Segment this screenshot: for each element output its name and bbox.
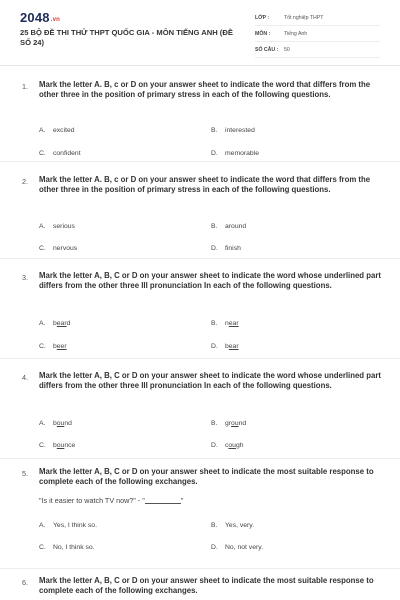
option-text-pre: b	[53, 442, 57, 449]
meta-value: 50	[284, 47, 290, 53]
answer-option-c[interactable]	[39, 245, 77, 252]
answer-option-b[interactable]	[211, 420, 246, 427]
meta-row-subject	[255, 29, 380, 42]
question-number: 3.	[22, 273, 28, 282]
question-text: Mark the letter A. B, c or D on your answer sheet to indicate the word that differs from the other three in the position of primary stress in each of the following questions.	[39, 80, 371, 100]
prompt-text-end: "	[180, 496, 184, 505]
question-item	[0, 259, 400, 359]
option-letter: C.	[39, 544, 46, 551]
option-text: No, not very.	[225, 544, 264, 551]
option-letter: B.	[211, 127, 218, 134]
answer-option-d[interactable]	[211, 343, 239, 350]
option-text: confident	[53, 150, 81, 157]
document-meta	[255, 13, 380, 61]
question-text: Mark the letter A, B, C or D on your answer sheet to indicate the most suitable response to complete each of the following exchanges.	[39, 467, 374, 487]
option-letter: B.	[211, 320, 218, 327]
option-text: finish	[225, 245, 241, 252]
option-text: No, I think so.	[53, 544, 95, 551]
option-text-post: nd	[64, 420, 72, 427]
meta-value: Tiếng Anh	[284, 31, 308, 37]
answer-option-c[interactable]	[39, 442, 75, 449]
answer-option-a[interactable]	[39, 420, 72, 427]
question-number: 4.	[22, 373, 28, 382]
option-text-underlined: ear	[228, 343, 239, 350]
option-letter: C.	[39, 343, 46, 350]
question-item	[0, 162, 400, 259]
answer-option-c[interactable]	[39, 150, 81, 157]
option-letter: D.	[211, 343, 218, 350]
meta-label: SỐ CÂU :	[255, 47, 279, 53]
site-logo[interactable]	[20, 10, 60, 25]
logo-suffix: .vn	[50, 17, 61, 23]
questions-list	[0, 66, 400, 600]
answer-blank	[145, 503, 181, 504]
option-letter: A.	[39, 320, 46, 327]
option-text-pre: c	[225, 442, 229, 449]
option-text-underlined: ear	[228, 320, 239, 327]
answer-option-b[interactable]	[211, 522, 254, 529]
option-text-underlined: ou	[56, 442, 65, 449]
option-letter: D.	[211, 150, 218, 157]
option-letter: A.	[39, 522, 46, 529]
option-letter: A.	[39, 420, 46, 427]
option-text-pre: b	[53, 420, 57, 427]
option-text: nervous	[53, 245, 78, 252]
answer-option-d[interactable]	[211, 544, 263, 551]
question-item	[0, 459, 400, 569]
option-letter: C.	[39, 245, 46, 252]
answer-option-a[interactable]	[39, 320, 70, 327]
option-text: excited	[53, 127, 75, 134]
answer-option-a[interactable]	[39, 127, 75, 134]
question-text: Mark the letter A. B, c or D on your answer sheet to indicate the word that differs from the other three in the position of primary stress in each of the following questions.	[39, 175, 371, 195]
option-text: around	[225, 223, 247, 230]
option-text-underlined: ou	[228, 442, 236, 449]
question-number: 5.	[22, 469, 28, 478]
answer-option-d[interactable]	[211, 442, 244, 449]
page-header	[0, 0, 400, 66]
meta-label: MÔN :	[255, 31, 271, 37]
option-letter: A.	[39, 127, 46, 134]
document-title: 25 BỘ ĐỀ THI THỬ THPT QUỐC GIA - MÔN TIẾNG ANH (ĐỀ SỐ 24)	[20, 28, 233, 47]
answer-option-b[interactable]	[211, 320, 239, 327]
option-letter: C.	[39, 442, 46, 449]
option-text: Yes, I think so.	[53, 522, 97, 529]
option-text-post: d	[66, 320, 71, 327]
option-letter: D.	[211, 245, 218, 252]
question-number: 2.	[22, 177, 28, 186]
option-letter: D.	[211, 544, 218, 551]
option-text-pre: gr	[225, 420, 232, 427]
question-item	[0, 66, 400, 162]
option-text-pre: n	[225, 320, 229, 327]
option-text-pre: b	[53, 320, 57, 327]
option-text-pre: b	[225, 343, 229, 350]
answer-option-c[interactable]	[39, 343, 67, 350]
option-text-underlined: ou	[56, 420, 65, 427]
answer-option-a[interactable]	[39, 522, 97, 529]
question-text: Mark the letter A, B, C or D on your answer sheet to indicate the most suitable response to complete each of the following exchanges.	[39, 576, 374, 596]
option-letter: D.	[211, 442, 218, 449]
meta-label: LỚP :	[255, 15, 270, 21]
option-letter: C.	[39, 150, 46, 157]
option-text-underlined: ou	[231, 420, 239, 427]
answer-option-b[interactable]	[211, 223, 246, 230]
option-text: interested	[225, 127, 255, 134]
meta-row-question-count	[255, 45, 380, 58]
question-text: Mark the letter A, B, C or D on your answer sheet to indicate the word whose underlined part differs from the other three III pronunciation In each of the following questions.	[39, 371, 381, 391]
option-letter: B.	[211, 223, 218, 230]
option-letter: B.	[211, 522, 218, 529]
option-text-post: gh	[235, 442, 244, 449]
answer-option-b[interactable]	[211, 127, 255, 134]
meta-value: Tốt nghiệp THPT	[284, 15, 324, 21]
question-item	[0, 569, 400, 600]
answer-option-c[interactable]	[39, 544, 95, 551]
answer-option-d[interactable]	[211, 150, 259, 157]
question-prompt	[39, 496, 183, 505]
option-text: Yes, very.	[225, 522, 255, 529]
option-letter: B.	[211, 420, 218, 427]
option-text: memorable	[225, 150, 259, 157]
option-text-post: nce	[64, 442, 76, 449]
logo-text: 2048	[20, 10, 50, 25]
option-text: serious	[53, 223, 75, 230]
question-text: Mark the letter A, B, C or D on your answer sheet to indicate the word whose underlined part differs from the other three III pronunciation In each of the following questions.	[39, 271, 381, 291]
option-text-underlined: eer	[56, 343, 67, 350]
prompt-text: "Is it easier to watch TV now?" - "	[39, 496, 145, 505]
option-letter: A.	[39, 223, 46, 230]
question-item	[0, 359, 400, 459]
option-text-underlined: ear	[56, 320, 67, 327]
answer-option-a[interactable]	[39, 223, 75, 230]
option-text-post: nd	[238, 420, 247, 427]
meta-row-class	[255, 13, 380, 26]
question-number: 6.	[22, 578, 28, 587]
option-text-pre: b	[53, 343, 57, 350]
question-number: 1.	[22, 82, 28, 91]
answer-option-d[interactable]	[211, 245, 241, 252]
